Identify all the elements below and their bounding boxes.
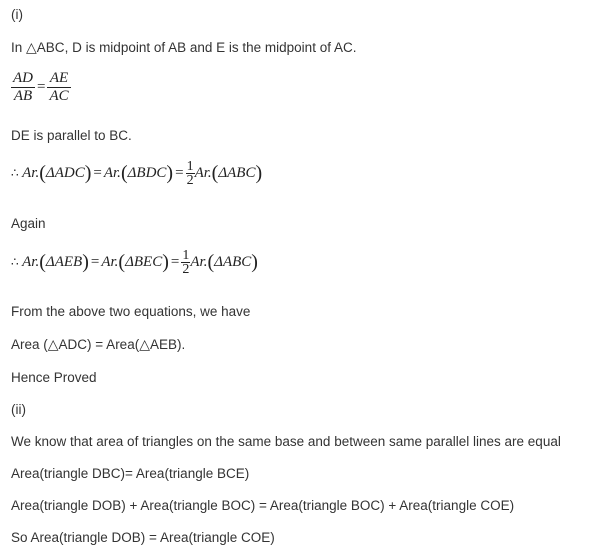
part-ii-label: (ii) [11, 402, 26, 417]
hence-proved: Hence Proved [11, 370, 97, 385]
triangle-icon: △ [47, 336, 59, 352]
triangle-icon: △ [139, 336, 150, 352]
parallel-statement: DE is parallel to BC. [11, 128, 132, 143]
area-equality: Area (△ADC) = Area(△AEB). [11, 336, 186, 352]
area-line-2: Area(triangle DOB) + Area(triangle BOC) = Area(triangle BOC) + Area(triangle COE) [11, 498, 515, 513]
ratio-equation: $\frac{AD}{AB}$ = $\frac{AE}{AC}$ [13, 70, 69, 104]
given-statement: In △ABC, D is midpoint of AB and E is the midpoint of AC. [11, 39, 357, 55]
fraction-ae-ac: $\frac{AE}{AC}$ [49, 70, 69, 104]
triangle-icon: △ [26, 39, 37, 55]
again-text: Again [11, 216, 46, 231]
fraction-half: $\frac{1}{2}$ [182, 248, 190, 277]
equation-1: ∴ Ar.(ΔADC) = Ar.(ΔBDC) = $\frac{1}{2}$ Ar.(ΔABC) [11, 159, 263, 188]
from-text: From the above two equations, we have [11, 304, 251, 319]
fraction-half: $\frac{1}{2}$ [186, 159, 194, 188]
fraction-ad-ab: $\frac{AD}{AB}$ [13, 70, 33, 104]
area-line-3: So Area(triangle DOB) = Area(triangle COE) [11, 530, 275, 545]
equation-2: ∴ Ar.(ΔAEB) = Ar.(ΔBEC) = $\frac{1}{2}$ Ar.(ΔABC) [11, 248, 258, 277]
area-line-1: Area(triangle DBC)= Area(triangle BCE) [11, 466, 250, 481]
theorem-statement: We know that area of triangles on the same base and between same parallel lines are equal [11, 434, 561, 449]
part-i-label: (i) [11, 7, 23, 22]
